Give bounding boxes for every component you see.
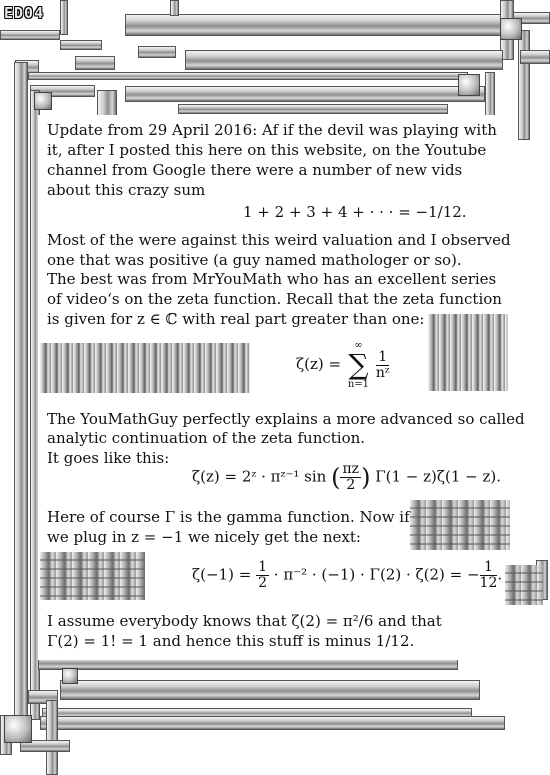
frame-bar <box>0 30 60 40</box>
frame-bar <box>178 104 448 114</box>
paragraph-line: I assume everybody knows that ζ(2) = π²/6 and that <box>47 612 442 630</box>
zeta-definition-equation <box>296 340 389 390</box>
evaluation-equation <box>192 560 502 591</box>
frame-bar <box>520 50 550 64</box>
frame-bar <box>60 0 68 35</box>
sum-upper-limit: ∞ <box>354 340 363 351</box>
paragraph-line: channel from Google there were a number of new vids <box>47 161 463 179</box>
texture-patch <box>40 552 145 600</box>
fraction <box>256 560 269 591</box>
frame-bar <box>138 46 176 58</box>
paragraph-line: Update from 29 April 2016: Af if the devil was playing with <box>47 121 497 139</box>
logo-tag: ED04 <box>4 4 45 22</box>
ev-middle: · π⁻² · (−1) · Γ(2) · ζ(2) = − <box>273 565 480 584</box>
functional-equation <box>192 462 501 493</box>
sigma-symbol: ∑ <box>348 348 369 381</box>
fraction <box>480 560 498 591</box>
frame-bar <box>60 40 102 50</box>
frame-bar <box>125 86 485 102</box>
paragraph-line: is given for z ∈ ℂ with real part greater than one: <box>47 310 425 328</box>
paragraph-line: Most of the were against this weird valuation and I observed <box>47 231 511 249</box>
frame-corner <box>62 668 78 684</box>
frame-bar <box>40 716 505 730</box>
ev-lhs: ζ(−1) = <box>192 565 252 584</box>
paragraph-line: It goes like this: <box>47 449 170 467</box>
paragraph-line: we plug in z = −1 we nicely get the next: <box>47 528 361 546</box>
frame-bar <box>28 72 468 80</box>
frame-corner <box>500 18 522 40</box>
frame-bar <box>125 14 505 36</box>
texture-patch <box>410 500 510 550</box>
numerator: 1 <box>480 560 498 576</box>
paragraph-line: of video‘s on the zeta function. Recall that the zeta function <box>47 290 502 308</box>
fraction <box>340 462 361 493</box>
frame-bar <box>75 56 115 70</box>
paragraph-line: about this crazy sum <box>47 181 206 199</box>
numerator: 1 <box>258 559 267 575</box>
right-paren: ) <box>361 463 371 492</box>
texture-patch <box>428 314 508 391</box>
denominator: 2 <box>346 477 356 493</box>
sum-lower-limit: n=1 <box>347 379 370 390</box>
frame-bar <box>185 50 503 70</box>
texture-patch <box>505 565 543 605</box>
paragraph-line: The YouMathGuy perfectly explains a more advanced so called <box>47 410 525 428</box>
left-paren: ( <box>331 463 341 492</box>
fe-lhs: ζ(z) = 2ᶻ · πᶻ⁻¹ sin <box>192 467 327 486</box>
frame-bar <box>518 30 530 140</box>
paragraph-line: analytic continuation of the zeta function. <box>47 429 366 447</box>
ev-end: . <box>497 565 503 584</box>
paragraph-line: Γ(2) = 1! = 1 and hence this stuff is minus 1/12. <box>47 632 415 650</box>
paragraph-line: The best was from MrYouMath who has an excellent series <box>47 270 497 288</box>
frame-corner <box>458 74 480 96</box>
numerator: 1 <box>376 350 390 366</box>
paragraph-line: it, after I posted this here on this website, on the Youtube <box>47 141 487 159</box>
zeta-def-lhs: ζ(z) = <box>296 355 342 373</box>
fraction <box>376 350 390 381</box>
frame-bar <box>46 700 58 775</box>
sum-equation: 1 + 2 + 3 + 4 + · · · = −1/12. <box>243 203 467 221</box>
frame-corner <box>4 715 32 743</box>
frame-bar <box>14 62 28 722</box>
denominator: 12 <box>479 575 498 591</box>
numerator: πz <box>342 461 360 477</box>
texture-patch <box>40 343 250 393</box>
summation-sign <box>348 340 369 390</box>
fe-rhs: Γ(1 − z)ζ(1 − z). <box>375 467 502 486</box>
paragraph-line: Here of course Γ is the gamma function. Now if <box>47 508 410 526</box>
frame-bar <box>60 680 480 700</box>
frame-corner <box>34 92 52 110</box>
frame-bar <box>97 90 117 118</box>
denominator: 2 <box>258 575 267 591</box>
denominator: nᶻ <box>375 364 390 381</box>
paragraph-line: one that was positive (a guy named mathologer or so). <box>47 251 462 269</box>
frame-bar <box>170 0 179 16</box>
